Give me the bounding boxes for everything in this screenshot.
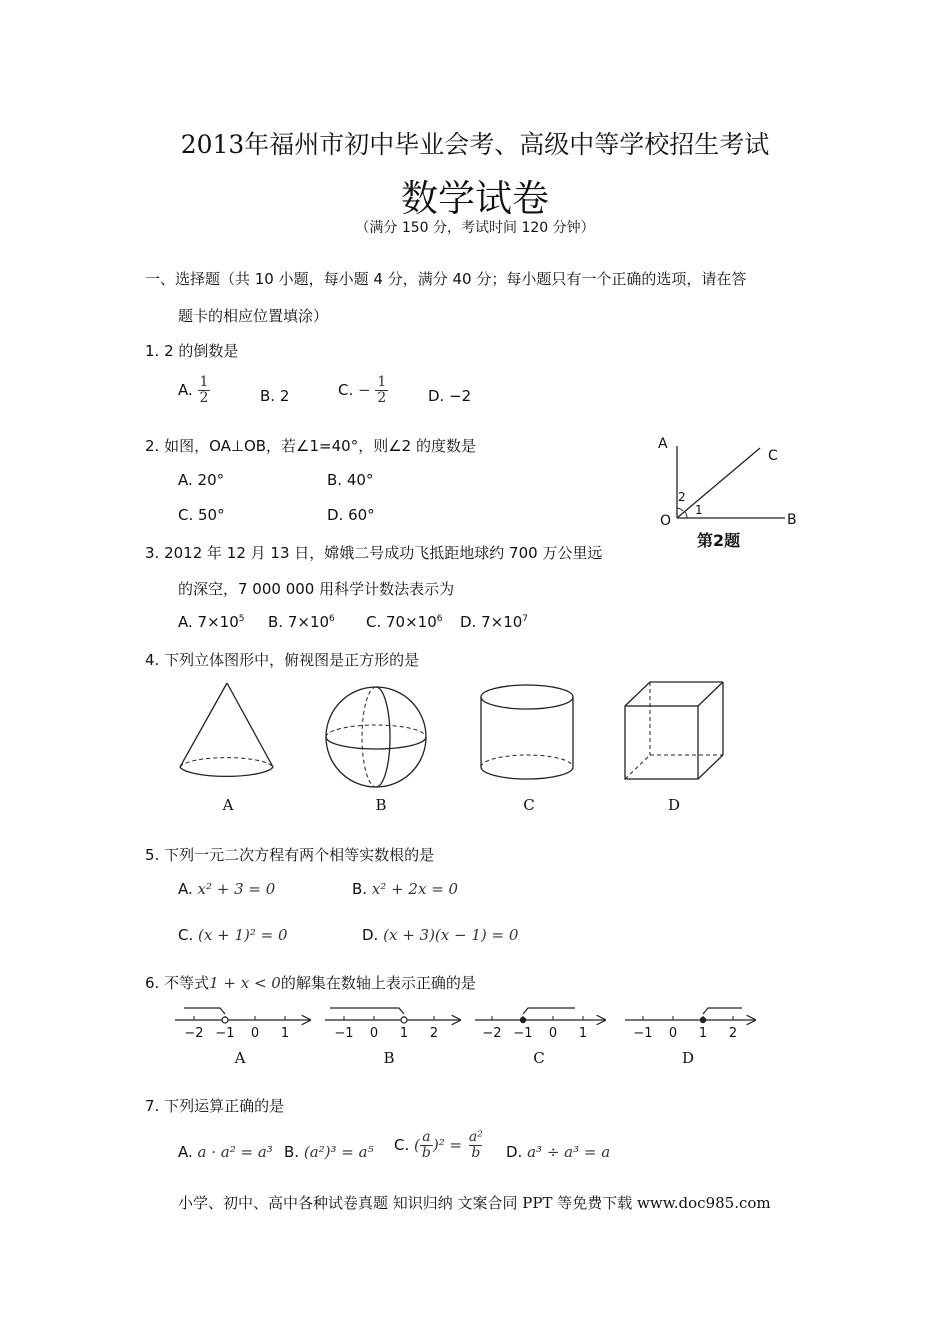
tick-label: −2 <box>184 1026 204 1041</box>
tick-label: 0 <box>548 1026 558 1041</box>
section-heading: 一、选择题（共 10 小题，每小题 4 分，满分 40 分；每小题只有一个正确的选项，请在答 <box>145 270 747 288</box>
tick-label: −1 <box>215 1026 235 1041</box>
tick-label: 2 <box>728 1026 738 1041</box>
number-line-label: B <box>383 1049 395 1067</box>
solid-label-c: C <box>523 796 535 814</box>
solid-label-b: B <box>375 796 387 814</box>
q5-option-b: B. x² + 2x = 0 <box>352 880 459 898</box>
solids-figure <box>160 675 760 820</box>
q7-option-a: A. a · a² = a³ <box>178 1143 273 1161</box>
ray-oc <box>677 448 760 518</box>
solid-label-d: D <box>667 796 681 814</box>
sphere-shape <box>326 687 426 787</box>
endpoint-open <box>401 1017 407 1023</box>
fraction: $\frac{\text{a²}}{b}$ <box>468 1129 483 1161</box>
q6-stem: 6. 不等式1 + x < 0的解集在数轴上表示正确的是 <box>145 974 476 992</box>
q3-option-d: D. $7\times 10^7$ <box>460 613 529 631</box>
number-line-d <box>625 1008 755 1067</box>
q7-stem: 7. 下列运算正确的是 <box>145 1097 285 1115</box>
number-lines-figure <box>170 1000 770 1075</box>
angle-1-label: 1 <box>695 503 703 517</box>
angle-figure <box>650 428 810 558</box>
exam-title: 2013年福州市初中毕业会考、高级中等学校招生考试 <box>180 130 770 159</box>
q1-stem: 1. 2 的倒数是 <box>145 342 239 360</box>
cube-shape <box>625 682 723 779</box>
footer-note: 小学、初中、高中各种试卷真题 知识归纳 文案合同 PPT 等免费下载 www.doc985.com <box>178 1194 771 1212</box>
fraction: $\frac{a}{b}$ <box>421 1129 431 1161</box>
exam-note: （满分 150 分，考试时间 120 分钟） <box>355 220 595 236</box>
tick-label: 1 <box>578 1026 588 1041</box>
tick-label: 0 <box>250 1026 260 1041</box>
number-line-a <box>175 1008 310 1067</box>
q1-option-c: C. − $\frac{1}{2}$ <box>338 374 387 406</box>
q2-option-c: C. 50° <box>178 506 225 524</box>
solid-label-a: A <box>222 796 234 814</box>
tick-label: 2 <box>429 1026 439 1041</box>
tick-label: −1 <box>334 1026 354 1041</box>
endpoint-closed <box>520 1017 526 1023</box>
q1-option-a: A. $\frac{1}{2}$ <box>178 374 209 406</box>
q3-stem-cont: 的深空，7 000 000 用科学计数法表示为 <box>178 580 455 598</box>
endpoint-open <box>222 1017 228 1023</box>
point-o-label: O <box>660 513 672 529</box>
q2-option-a: A. 20° <box>178 471 225 489</box>
section-heading-cont: 题卡的相应位置填涂） <box>178 307 329 325</box>
q7-option-c: C. ( $\frac{a}{b}$ )² = $\frac{\text{a²}}{b}$ <box>394 1129 483 1161</box>
tick-label: −1 <box>513 1026 533 1041</box>
q7-option-d: D. a³ ÷ a³ = a <box>506 1143 611 1161</box>
number-line-label: A <box>234 1049 246 1067</box>
q4-stem: 4. 下列立体图形中，俯视图是正方形的是 <box>145 651 420 669</box>
angle-2-label: 2 <box>678 490 686 504</box>
q1-option-b: B. 2 <box>260 387 290 405</box>
point-c-label: C <box>768 448 778 464</box>
number-line-label: C <box>533 1049 545 1067</box>
fraction: $\frac{1}{2}$ <box>377 374 387 406</box>
number-line-c <box>475 1008 605 1067</box>
tick-label: 0 <box>668 1026 678 1041</box>
figure-caption: 第2题 <box>697 531 741 550</box>
fraction: $\frac{1}{2}$ <box>199 374 209 406</box>
tick-label: 1 <box>698 1026 708 1041</box>
point-a-label: A <box>658 436 668 452</box>
tick-label: 0 <box>369 1026 379 1041</box>
exam-subject: 数学试卷 <box>401 177 549 220</box>
tick-label: −1 <box>633 1026 653 1041</box>
tick-label: −2 <box>482 1026 502 1041</box>
angle-1-arc <box>685 512 687 518</box>
q2-option-b: B. 40° <box>327 471 374 489</box>
angle-2-arc <box>677 508 683 511</box>
q5-option-c: C. (x + 1)² = 0 <box>178 926 288 944</box>
q2-stem: 2. 如图，OA⊥OB，若∠1=40°，则∠2 的度数是 <box>145 437 476 455</box>
endpoint-closed <box>700 1017 706 1023</box>
q5-option-d: D. (x + 3)(x − 1) = 0 <box>362 926 519 944</box>
number-line-label: D <box>681 1049 695 1067</box>
q1-option-d: D. −2 <box>428 387 472 405</box>
cylinder-shape <box>481 685 573 779</box>
q2-option-d: D. 60° <box>327 506 375 524</box>
q5-option-a: A. x² + 3 = 0 <box>178 880 276 898</box>
q7-option-b: B. (a²)³ = a⁵ <box>284 1143 374 1161</box>
q3-option-b: B. $7\times 10^6$ <box>268 613 335 631</box>
tick-label: 1 <box>399 1026 409 1041</box>
number-line-b <box>325 1008 460 1067</box>
q3-stem: 3. 2012 年 12 月 13 日，嫦娥二号成功飞抵距地球约 700 万公里远 <box>145 544 603 562</box>
tick-label: 1 <box>280 1026 290 1041</box>
cone-shape <box>180 683 273 776</box>
q3-option-a: A. $7\times 10^5$ <box>178 613 245 631</box>
point-b-label: B <box>787 512 797 528</box>
q3-option-c: C. $70\times 10^6$ <box>366 613 443 631</box>
q5-stem: 5. 下列一元二次方程有两个相等实数根的是 <box>145 846 435 864</box>
